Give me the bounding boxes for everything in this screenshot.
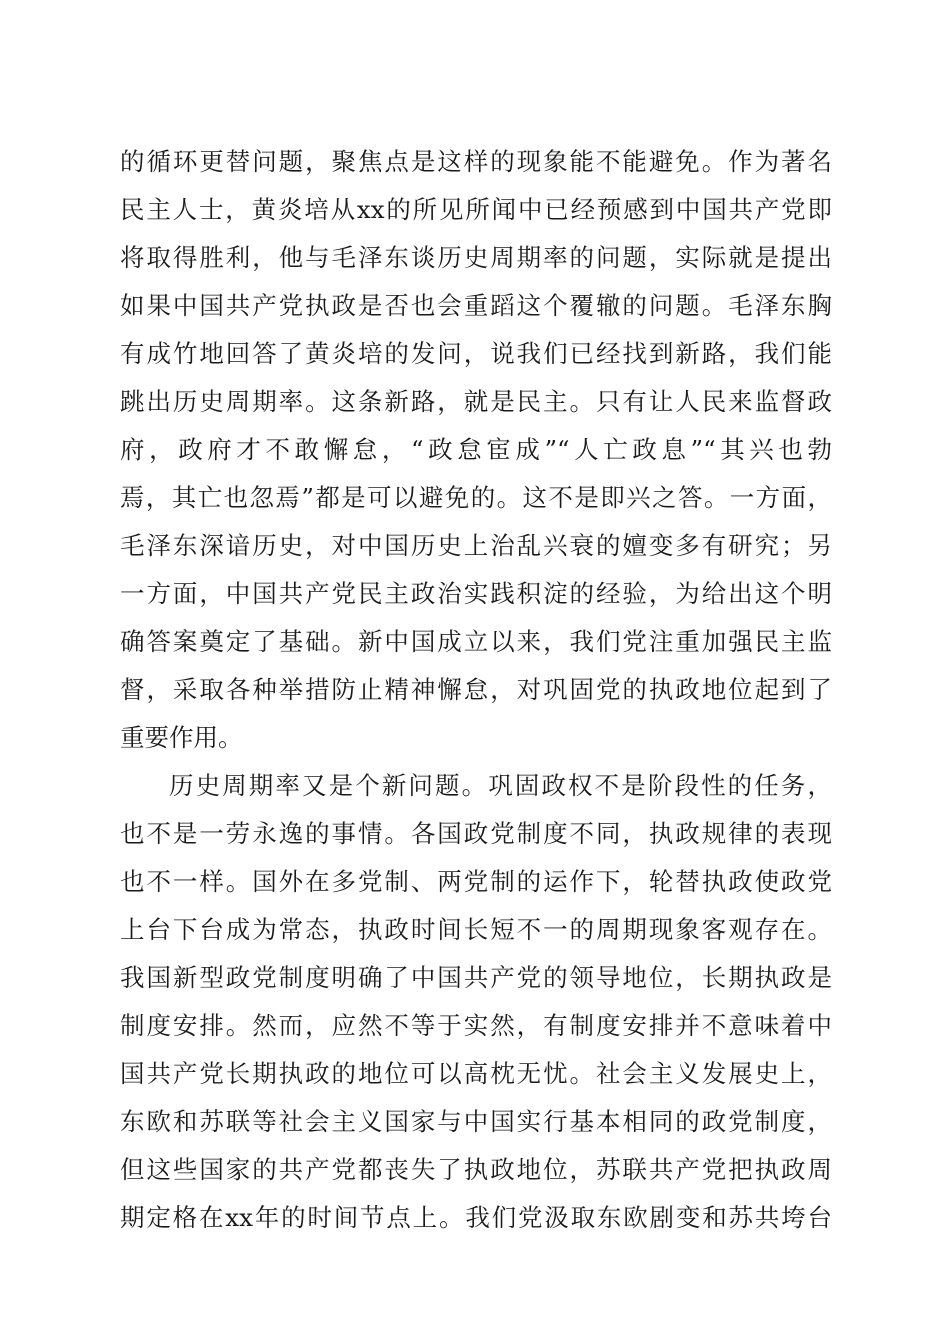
text-line: 有成竹地回答了黄炎培的发问，说我们已经找到新路，我们能 (120, 339, 832, 368)
text-line: 府，政府才不敢懈怠，“政怠宦成”“人亡政息”“其兴也勃 (120, 435, 832, 464)
text-line: 但这些国家的共产党都丧失了执政地位，苏联共产党把执政周 (120, 1155, 832, 1184)
text-line: 我国新型政党制度明确了中国共产党的领导地位，长期执政是 (120, 963, 832, 992)
text-line: 上台下台成为常态，执政时间长短不一的周期现象客观存在。 (120, 915, 832, 944)
document-page (120, 138, 832, 1242)
text-line: 一方面，中国共产党民主政治实践积淀的经验，为给出这个明 (120, 579, 832, 608)
text-line: 的循环更替问题，聚焦点是这样的现象能不能避免。作为著名 (120, 147, 832, 176)
text-line: 督，采取各种举措防止精神懈怠，对巩固党的执政地位起到了 (120, 675, 832, 704)
text-line: 将取得胜利，他与毛泽东谈历史周期率的问题，实际就是提出 (120, 243, 832, 272)
text-line: 跳出历史周期率。这条新路，就是民主。只有让人民来监督政 (120, 387, 832, 416)
text-line: 也不一样。国外在多党制、两党制的运作下，轮替执政使政党 (120, 867, 832, 896)
text-line: 确答案奠定了基础。新中国成立以来，我们党注重加强民主监 (120, 627, 832, 656)
paragraph-1 (120, 138, 832, 762)
text-line: 制度安排。然而，应然不等于实然，有制度安排并不意味着中 (120, 1011, 832, 1040)
paragraph-2 (120, 762, 832, 1242)
text-line: 毛泽东深谙历史，对中国历史上治乱兴衰的嬗变多有研究；另 (120, 531, 832, 560)
text-line: 重要作用。 (120, 723, 243, 752)
text-line: 如果中国共产党执政是否也会重蹈这个覆辙的问题。毛泽东胸 (120, 291, 832, 320)
text-line: 东欧和苏联等社会主义国家与中国实行基本相同的政党制度， (120, 1107, 832, 1136)
text-line: 国共产党长期执政的地位可以高枕无忧。社会主义发展史上， (120, 1059, 832, 1088)
text-line: 民主人士，黄炎培从xx的所见所闻中已经预感到中国共产党即 (120, 195, 832, 224)
text-line: 期定格在xx年的时间节点上。我们党汲取东欧剧变和苏共垮台 (120, 1203, 832, 1232)
text-line: 焉，其亡也忽焉”都是可以避免的。这不是即兴之答。一方面， (120, 483, 832, 512)
text-line: 历史周期率又是个新问题。巩固政权不是阶段性的任务， (169, 771, 832, 800)
text-line: 也不是一劳永逸的事情。各国政党制度不同，执政规律的表现 (120, 819, 832, 848)
